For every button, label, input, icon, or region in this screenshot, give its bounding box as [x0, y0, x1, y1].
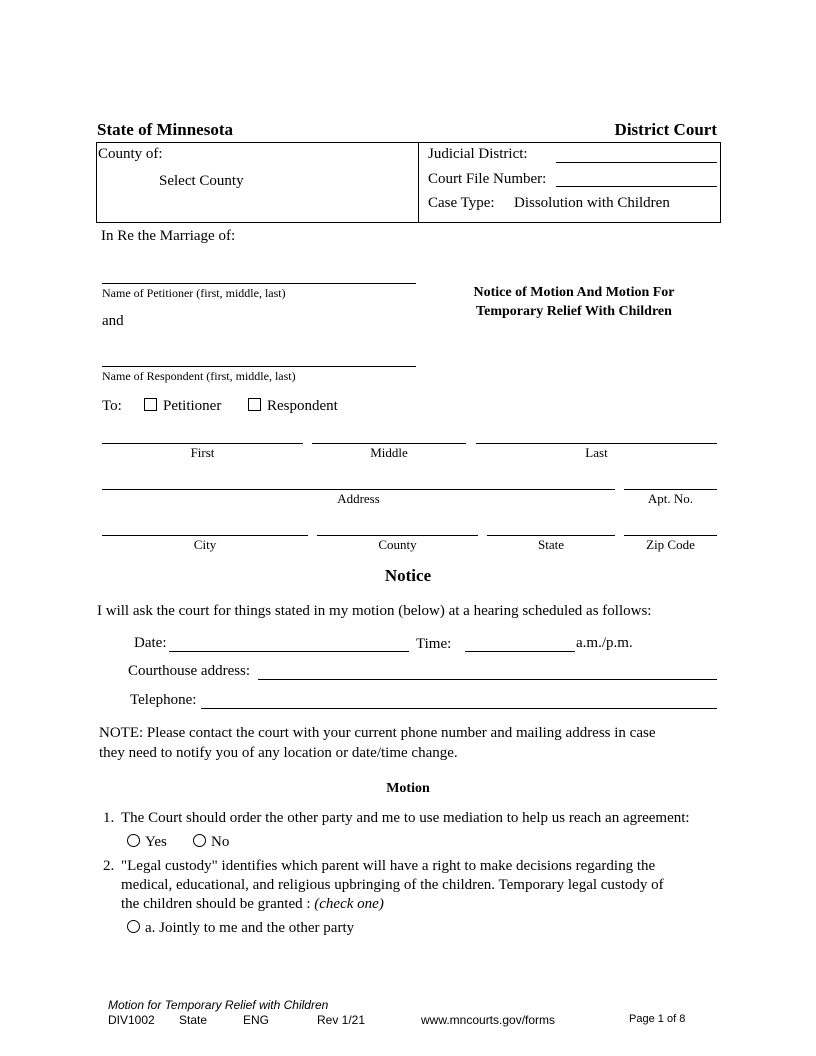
note-line2: they need to notify you of any location or date/time change.: [99, 745, 458, 761]
item2-number: 2.: [103, 858, 115, 874]
apt-field[interactable]: [624, 489, 717, 490]
joint-radio[interactable]: [127, 920, 140, 933]
item2-line2: medical, educational, and religious upbringing of the children. Temporary legal custody of: [121, 877, 664, 893]
judicial-district-field[interactable]: [556, 162, 717, 163]
no-radio[interactable]: [193, 834, 206, 847]
county-addr-label: County: [378, 537, 417, 552]
court-title: District Court: [614, 120, 717, 139]
address-label: Address: [337, 491, 380, 506]
footer-language: ENG: [243, 1013, 270, 1027]
county-select[interactable]: Select County: [159, 173, 244, 189]
zip-field[interactable]: [624, 535, 717, 536]
county-label: County of:: [98, 146, 163, 162]
page-total: 8: [679, 1013, 686, 1025]
city-label: City: [193, 537, 217, 552]
respondent-checkbox[interactable]: [248, 398, 261, 411]
to-label: To:: [102, 398, 122, 414]
footer-url[interactable]: www.mncourts.gov/forms: [421, 1013, 556, 1027]
petitioner-name-label: Name of Petitioner (first, middle, last): [102, 286, 286, 300]
time-field[interactable]: [465, 651, 575, 652]
mediation-no-option[interactable]: [193, 834, 229, 851]
date-field[interactable]: [169, 651, 409, 652]
case-type-value: Dissolution with Children: [514, 195, 670, 211]
judicial-district-label: Judicial District:: [428, 146, 528, 162]
and-label: and: [102, 313, 124, 329]
to-respondent-option[interactable]: [248, 398, 338, 415]
state-title: State of Minnesota: [97, 120, 233, 139]
item1-number: 1.: [103, 810, 115, 826]
telephone-field[interactable]: [201, 708, 717, 709]
case-type-label: Case Type:: [428, 195, 495, 211]
page-number: 1: [657, 1013, 664, 1025]
ampm-label: a.m./p.m.: [576, 635, 633, 651]
petitioner-name-field[interactable]: [102, 283, 416, 284]
telephone-label: Telephone:: [130, 692, 197, 708]
first-name-field[interactable]: [102, 443, 303, 444]
courthouse-field[interactable]: [258, 679, 717, 680]
apt-label: Apt. No.: [647, 491, 694, 506]
joint-label: a. Jointly to me and the other party: [145, 920, 355, 936]
city-field[interactable]: [102, 535, 308, 536]
header-divider: [418, 142, 419, 222]
time-label: Time:: [416, 636, 452, 652]
court-file-label: Court File Number:: [428, 171, 547, 187]
middle-name-field[interactable]: [312, 443, 466, 444]
middle-name-label: Middle: [370, 445, 408, 460]
respondent-option-label: Respondent: [267, 398, 338, 414]
page-label: Page: [629, 1013, 655, 1025]
county-field[interactable]: [317, 535, 478, 536]
item2-check-note: (check one): [314, 896, 384, 912]
zip-label: Zip Code: [646, 537, 695, 552]
yes-label: Yes: [145, 834, 167, 850]
item2-line3-text: the children should be granted :: [121, 896, 315, 912]
footer-page: [629, 1013, 685, 1025]
court-file-field[interactable]: [556, 186, 717, 187]
yes-radio[interactable]: [127, 834, 140, 847]
item1-text: The Court should order the other party and me to use mediation to help us reach an agreement:: [121, 810, 690, 826]
to-petitioner-option[interactable]: [144, 398, 221, 415]
custody-joint-option[interactable]: [127, 920, 354, 937]
respondent-name-field[interactable]: [102, 366, 416, 367]
item2-line1: "Legal custody" identifies which parent will have a right to make decisions regarding the: [121, 858, 656, 874]
first-name-label: First: [190, 445, 215, 460]
notice-heading: Notice: [384, 566, 432, 585]
last-name-label: Last: [585, 445, 608, 460]
in-re-label: In Re the Marriage of:: [101, 228, 236, 244]
petitioner-option-label: Petitioner: [163, 398, 222, 414]
motion-heading: Motion: [386, 781, 430, 796]
respondent-name-label: Name of Respondent (first, middle, last): [102, 369, 296, 383]
notice-intro: I will ask the court for things stated in my motion (below) at a hearing scheduled as follows:: [97, 603, 652, 619]
footer-title: Motion for Temporary Relief with Children: [108, 998, 329, 1012]
mediation-yes-option[interactable]: [127, 834, 167, 851]
footer-form-id: DIV1002: [108, 1013, 155, 1027]
form-title-line2: Temporary Relief With Children: [476, 304, 672, 319]
no-label: No: [211, 834, 230, 850]
footer-revision: Rev 1/21: [317, 1013, 366, 1027]
petitioner-checkbox[interactable]: [144, 398, 157, 411]
address-field[interactable]: [102, 489, 615, 490]
courthouse-label: Courthouse address:: [128, 663, 251, 679]
state-field[interactable]: [487, 535, 615, 536]
state-label: State: [538, 537, 564, 552]
item2-line3: [121, 896, 384, 913]
form-title-line1: Notice of Motion And Motion For: [473, 285, 675, 300]
note-line1: NOTE: Please contact the court with your current phone number and mailing address in case: [99, 725, 656, 741]
page-of: of: [666, 1013, 677, 1025]
date-label: Date:: [134, 635, 167, 651]
footer-jurisdiction: State: [179, 1013, 208, 1027]
last-name-field[interactable]: [476, 443, 717, 444]
